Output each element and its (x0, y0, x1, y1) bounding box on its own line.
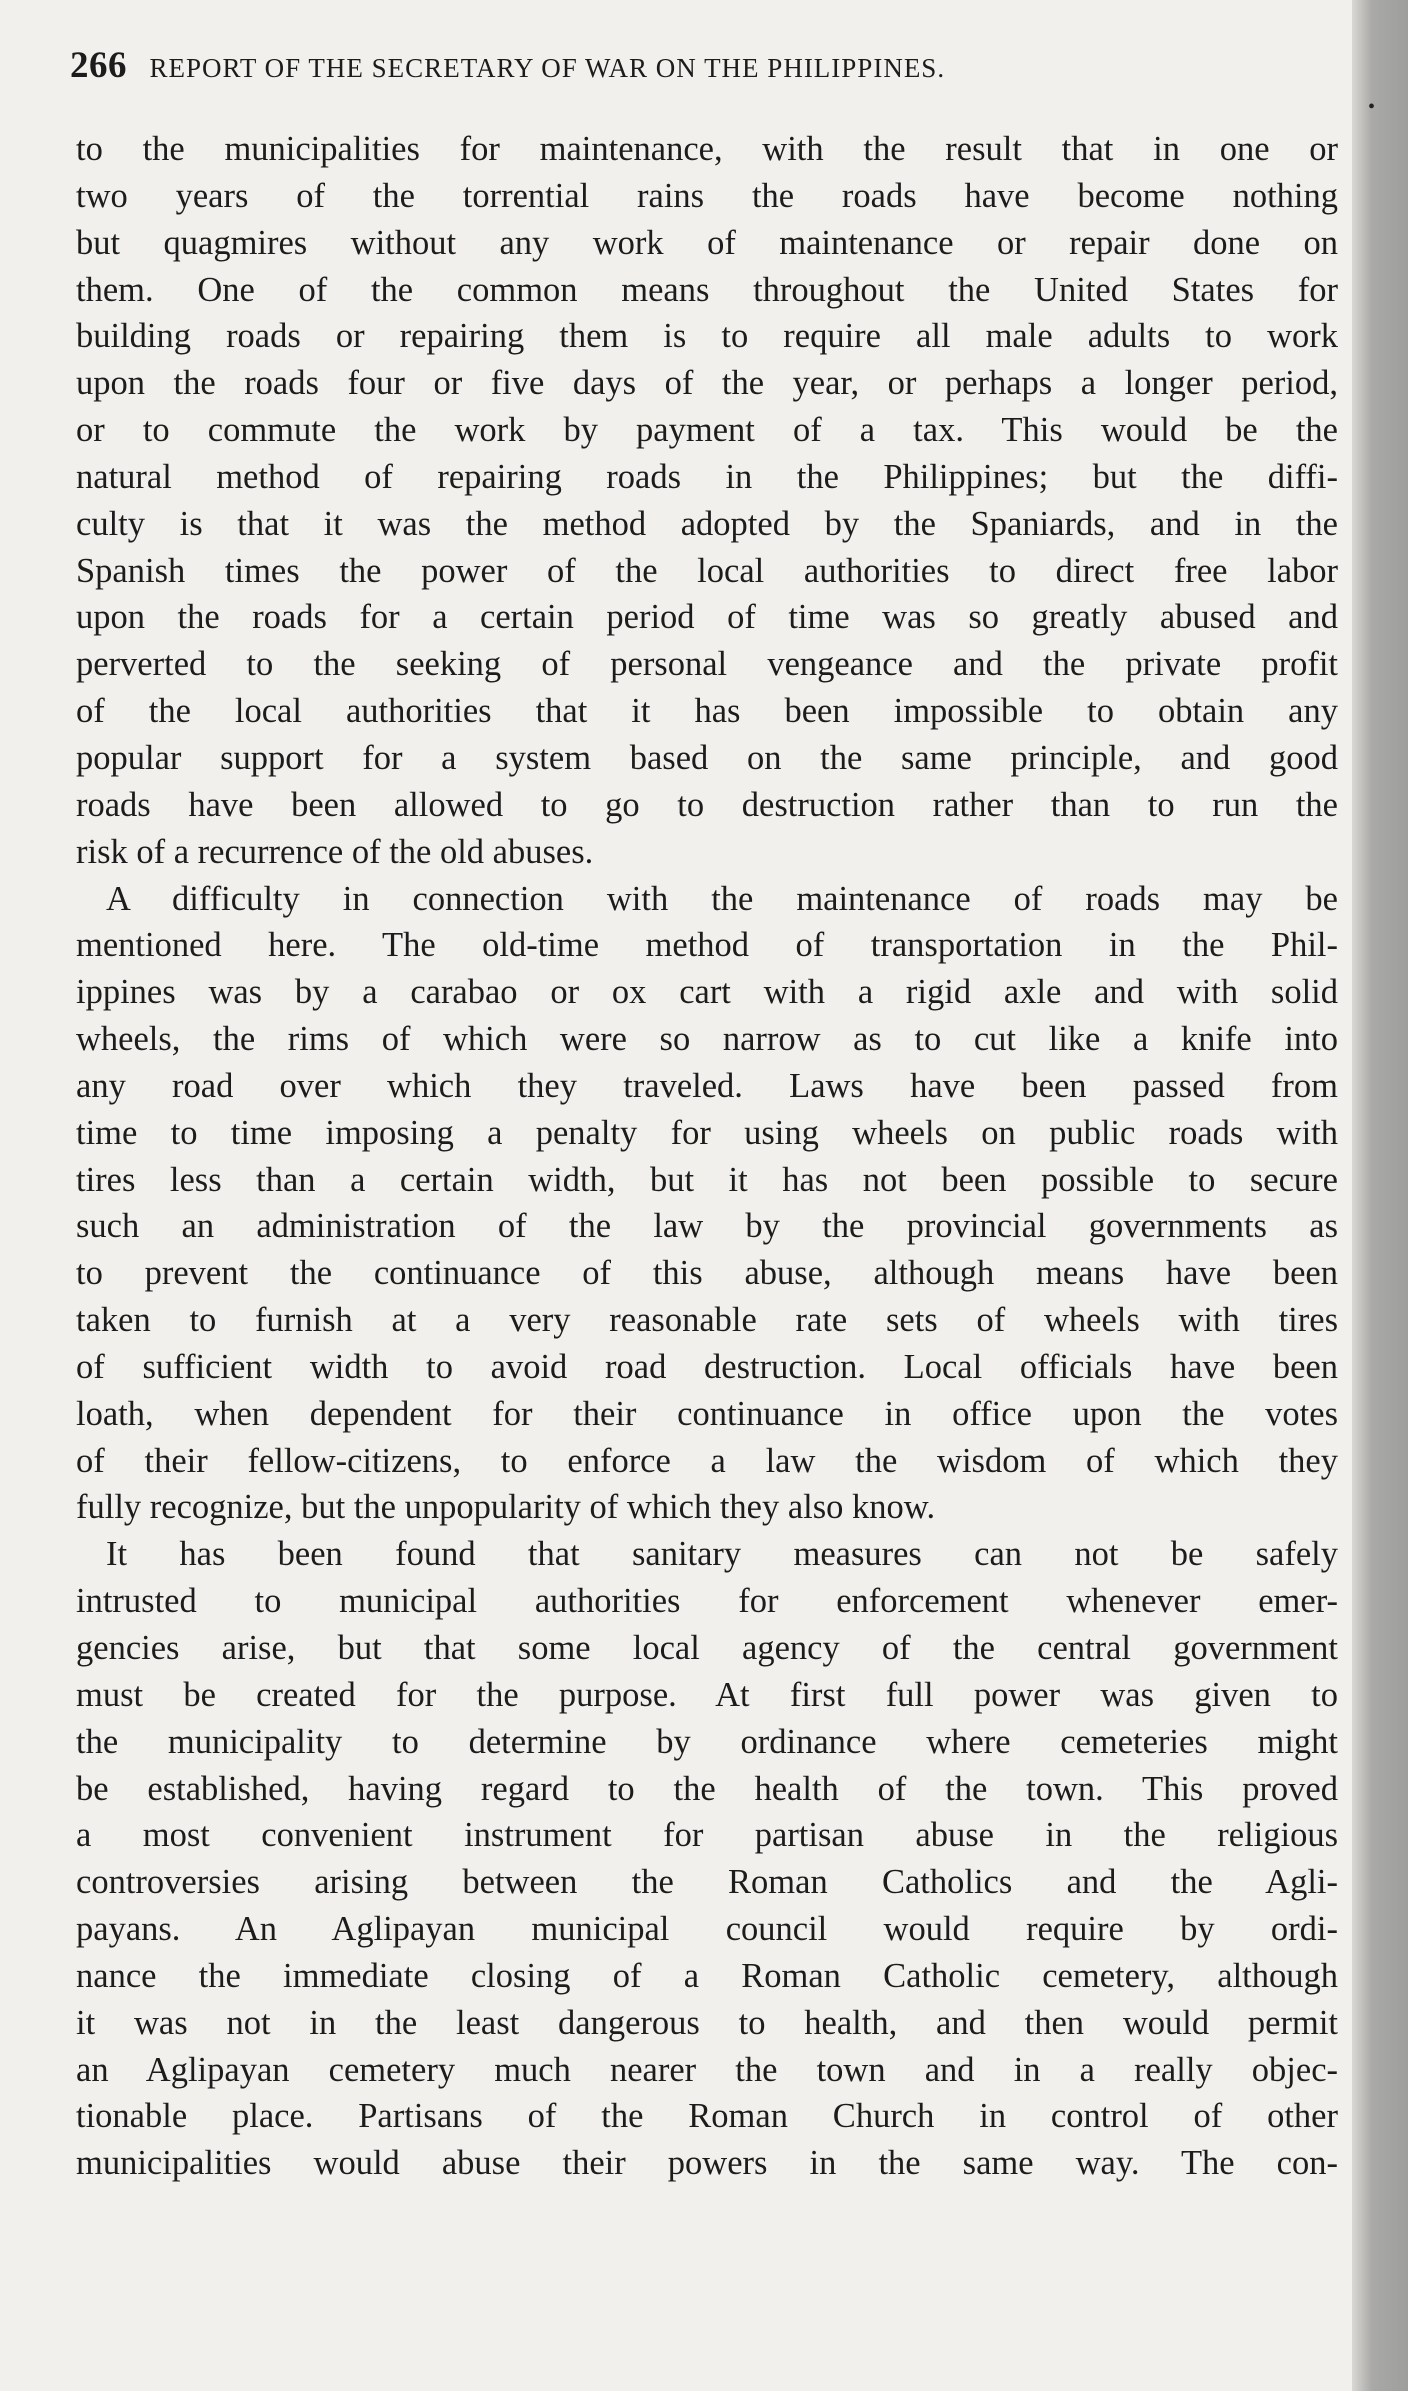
text-line: of the local authorities that it has been impossible to obtain any (76, 692, 1338, 731)
paragraph-end-line: risk of a recurrence of the old abuses. (76, 832, 594, 871)
text-line: of sufficient width to avoid road destruction. Local officials have been (76, 1347, 1338, 1386)
paragraph-end-line: fully recognize, but the unpopularity of which they also know. (76, 1488, 936, 1527)
text-line: such an administration of the law by the provincial governments as (76, 1207, 1338, 1246)
text-line: must be created for the purpose. At first full power was given to (76, 1675, 1338, 1714)
text-line: ippines was by a carabao or ox cart with a rigid axle and with solid (76, 973, 1338, 1012)
text-line: wheels, the rims of which were so narrow as to cut like a knife into (76, 1020, 1338, 1059)
text-line: a most convenient instrument for partisan abuse in the religious (76, 1816, 1338, 1855)
text-line: but quagmires without any work of maintenance or repair done on (76, 223, 1338, 262)
text-line: an Aglipayan cemetery much nearer the town and in a really objec- (76, 2050, 1338, 2089)
text-line: perverted to the seeking of personal vengeance and the private profit (76, 645, 1338, 684)
text-line: to prevent the continuance of this abuse, although means have been (76, 1254, 1338, 1293)
text-line: upon the roads four or five days of the year, or perhaps a longer period, (76, 364, 1338, 403)
text-line: municipalities would abuse their powers in the same way. The con- (76, 2144, 1338, 2183)
text-line: Spanish times the power of the local authorities to direct free labor (76, 551, 1338, 590)
text-line: to the municipalities for maintenance, with the result that in one or (76, 130, 1338, 168)
text-line: or to commute the work by payment of a tax. This would be the (76, 411, 1338, 450)
margin-dot-mark: • (1368, 96, 1376, 118)
page-edge-shadow (1352, 0, 1408, 2391)
text-line: intrusted to municipal authorities for enforcement whenever emer- (76, 1582, 1338, 1621)
text-line: tires less than a certain width, but it has not been possible to secure (76, 1160, 1338, 1199)
text-line: them. One of the common means throughout the United States for (76, 270, 1338, 309)
text-line: two years of the torrential rains the roads have become nothing (76, 176, 1338, 215)
text-line: loath, when dependent for their continuance in office upon the votes (76, 1394, 1338, 1433)
text-line: be established, having regard to the health of the town. This proved (76, 1769, 1338, 1808)
text-line: popular support for a system based on the same principle, and good (76, 738, 1338, 777)
text-line: time to time imposing a penalty for using wheels on public roads with (76, 1113, 1338, 1152)
text-line: upon the roads for a certain period of time was so greatly abused and (76, 598, 1338, 637)
text-line: building roads or repairing them is to require all male adults to work (76, 317, 1338, 356)
text-line: mentioned here. The old-time method of transportation in the Phil- (76, 926, 1338, 965)
body-text (76, 126, 1338, 2187)
paragraph-start-line: It has been found that sanitary measures can not be safely (106, 1535, 1338, 1574)
text-line: gencies arise, but that some local agency of the central government (76, 1629, 1338, 1667)
page-number: 266 (70, 45, 127, 86)
text-line: payans. An Aglipayan municipal council would require by ordi- (76, 1910, 1338, 1949)
text-line: any road over which they traveled. Laws have been passed from (76, 1066, 1338, 1105)
text-line: tionable place. Partisans of the Roman Church in control of other (76, 2097, 1338, 2136)
text-line: roads have been allowed to go to destruction rather than to run the (76, 785, 1338, 824)
text-line: controversies arising between the Roman Catholics and the Agli- (76, 1863, 1338, 1902)
text-line: taken to furnish at a very reasonable rate sets of wheels with tires (76, 1301, 1338, 1340)
text-line: the municipality to determine by ordinance where cemeteries might (76, 1722, 1338, 1761)
text-line: natural method of repairing roads in the Philippines; but the diffi- (76, 457, 1338, 496)
paragraph-start-line: A difficulty in connection with the maintenance of roads may be (106, 879, 1338, 918)
text-line: of their fellow-citizens, to enforce a law the wisdom of which they (76, 1441, 1338, 1480)
text-line: it was not in the least dangerous to health, and then would permit (76, 2003, 1338, 2042)
text-line: culty is that it was the method adopted by the Spaniards, and in the (76, 504, 1338, 543)
text-line: nance the immediate closing of a Roman Catholic cemetery, although (76, 1956, 1338, 1995)
running-header (70, 44, 1350, 87)
running-title: REPORT OF THE SECRETARY OF WAR ON THE PHILIPPINES. (149, 53, 946, 83)
